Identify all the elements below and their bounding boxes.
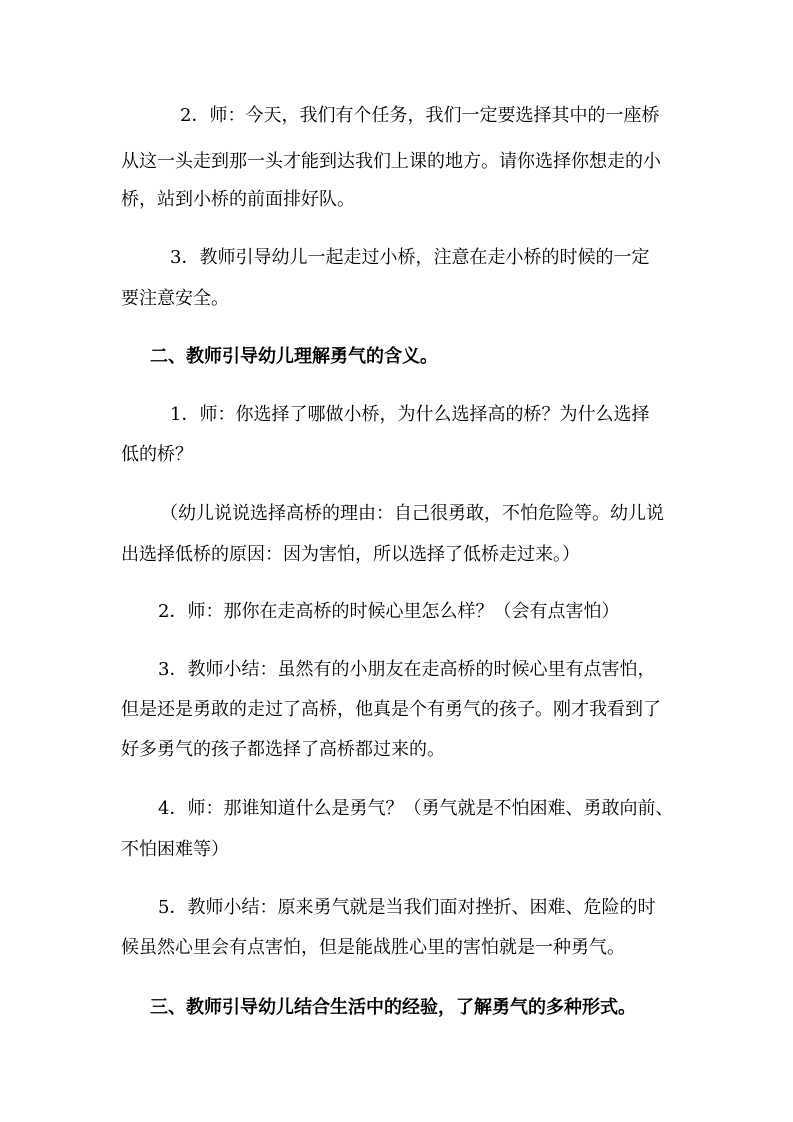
paragraph-3-line-1: 3．教师引导幼儿一起走过小桥，注意在走小桥的时候的一定: [170, 247, 650, 268]
children-response-line-2: 出选择低桥的原因：因为害怕，所以选择了低桥走过来。）: [121, 544, 580, 565]
paragraph-2-line-3: 桥，站到小桥的前面排好队。: [121, 189, 355, 210]
section-heading-3: 三、教师引导幼儿结合生活中的经验，了解勇气的多种形式。: [150, 997, 636, 1018]
paragraph-2-line-1: 2．师：今天，我们有个任务，我们一定要选择其中的一座桥: [180, 105, 660, 126]
summary-1-line-3: 好多勇气的孩子都选择了高桥都过来的。: [121, 739, 445, 760]
summary-1-line-1: 3．教师小结：虽然有的小朋友在走高桥的时候心里有点害怕，: [158, 659, 656, 680]
question-2-line: 2．师：那你在走高桥的时候心里怎么样？（会有点害怕）: [158, 601, 620, 622]
question-4-line-1: 4．师：那谁知道什么是勇气？（勇气就是不怕困难、勇敢向前、: [158, 798, 674, 819]
question-1-line-1: 1．师：你选择了哪做小桥，为什么选择高的桥？为什么选择: [170, 404, 650, 425]
paragraph-3-line-2: 要注意安全。: [121, 288, 229, 309]
question-4-line-2: 不怕困难等）: [121, 839, 229, 860]
summary-2-line-1: 5．教师小结：原来勇气就是当我们面对挫折、困难、危险的时: [158, 897, 656, 918]
summary-1-line-2: 但是还是勇敢的走过了高桥，他真是个有勇气的孩子。刚才我看到了: [121, 699, 661, 720]
question-1-line-2: 低的桥？: [121, 444, 193, 465]
section-heading-2: 二、教师引导幼儿理解勇气的含义。: [150, 346, 438, 367]
children-response-line-1: （幼儿说说选择高桥的理由：自己很勇敢，不怕危险等。幼儿说: [160, 503, 664, 524]
paragraph-2-line-2: 从这一头走到那一头才能到达我们上课的地方。请你选择你想走的小: [121, 151, 661, 172]
summary-2-line-2: 候虽然心里会有点害怕，但是能战胜心里的害怕就是一种勇气。: [121, 937, 625, 958]
